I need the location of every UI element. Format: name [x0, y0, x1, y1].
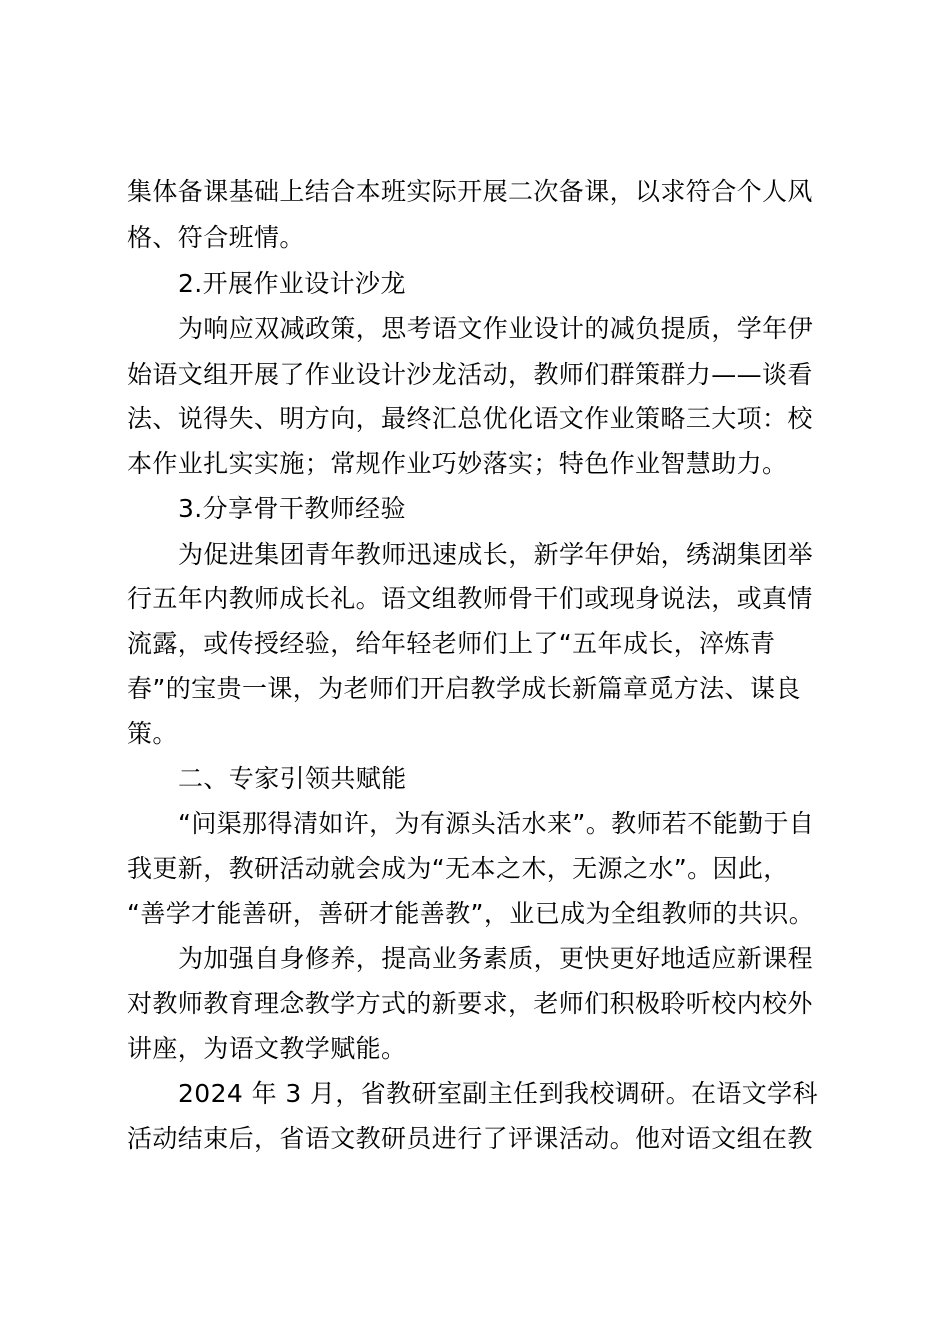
section-heading: 二、专家引领共赋能: [178, 764, 407, 793]
paragraph-line: 始语文组开展了作业设计沙龙活动，教师们群策群力——谈看: [127, 360, 813, 389]
paragraph-line: 格、符合班情。: [127, 223, 305, 252]
paragraph-line: “问渠那得清如许，为有源头活水来”。教师若不能勤于自: [178, 809, 815, 838]
paragraph-line: 本作业扎实实施；常规作业巧妙落实；特色作业智慧助力。: [127, 449, 788, 478]
paragraph-line: 为促进集团青年教师迅速成长，新学年伊始，绣湖集团举: [178, 540, 814, 569]
section-heading: 2.开展作业设计沙龙: [178, 269, 406, 298]
paragraph-line: 讲座，为语文教学赋能。: [127, 1034, 407, 1063]
paragraph-line: 为响应双减政策，思考语文作业设计的减负提质，学年伊: [178, 314, 814, 343]
paragraph-line: 活动结束后，省语文教研员进行了评课活动。他对语文组在教: [127, 1124, 813, 1153]
paragraph-line: 我更新，教研活动就会成为“无本之木，无源之水”。因此，: [127, 854, 789, 883]
paragraph-line: 法、说得失、明方向，最终汇总优化语文作业策略三大项：校: [127, 404, 813, 433]
paragraph-line: “善学才能善研，善研才能善教”，业已成为全组教师的共识。: [127, 899, 815, 928]
paragraph-line: 对教师教育理念教学方式的新要求，老师们积极聆听校内校外: [127, 989, 813, 1018]
paragraph-line: 流露，或传授经验，给年轻老师们上了“五年成长，淬炼青: [127, 629, 776, 658]
paragraph-line: 为加强自身修养，提高业务素质，更快更好地适应新课程: [178, 944, 814, 973]
paragraph-line: 行五年内教师成长礼。语文组教师骨干们或现身说法，或真情: [127, 584, 813, 613]
paragraph-line: 策。: [127, 719, 178, 748]
paragraph-line: 春”的宝贵一课，为老师们开启教学成长新篇章觅方法、谋良: [127, 674, 801, 703]
section-heading: 3.分享骨干教师经验: [178, 494, 406, 523]
paragraph-line: 2024 年 3 月，省教研室副主任到我校调研。在语文学科: [178, 1079, 818, 1108]
paragraph-line: 集体备课基础上结合本班实际开展二次备课，以求符合个人风: [127, 177, 813, 206]
